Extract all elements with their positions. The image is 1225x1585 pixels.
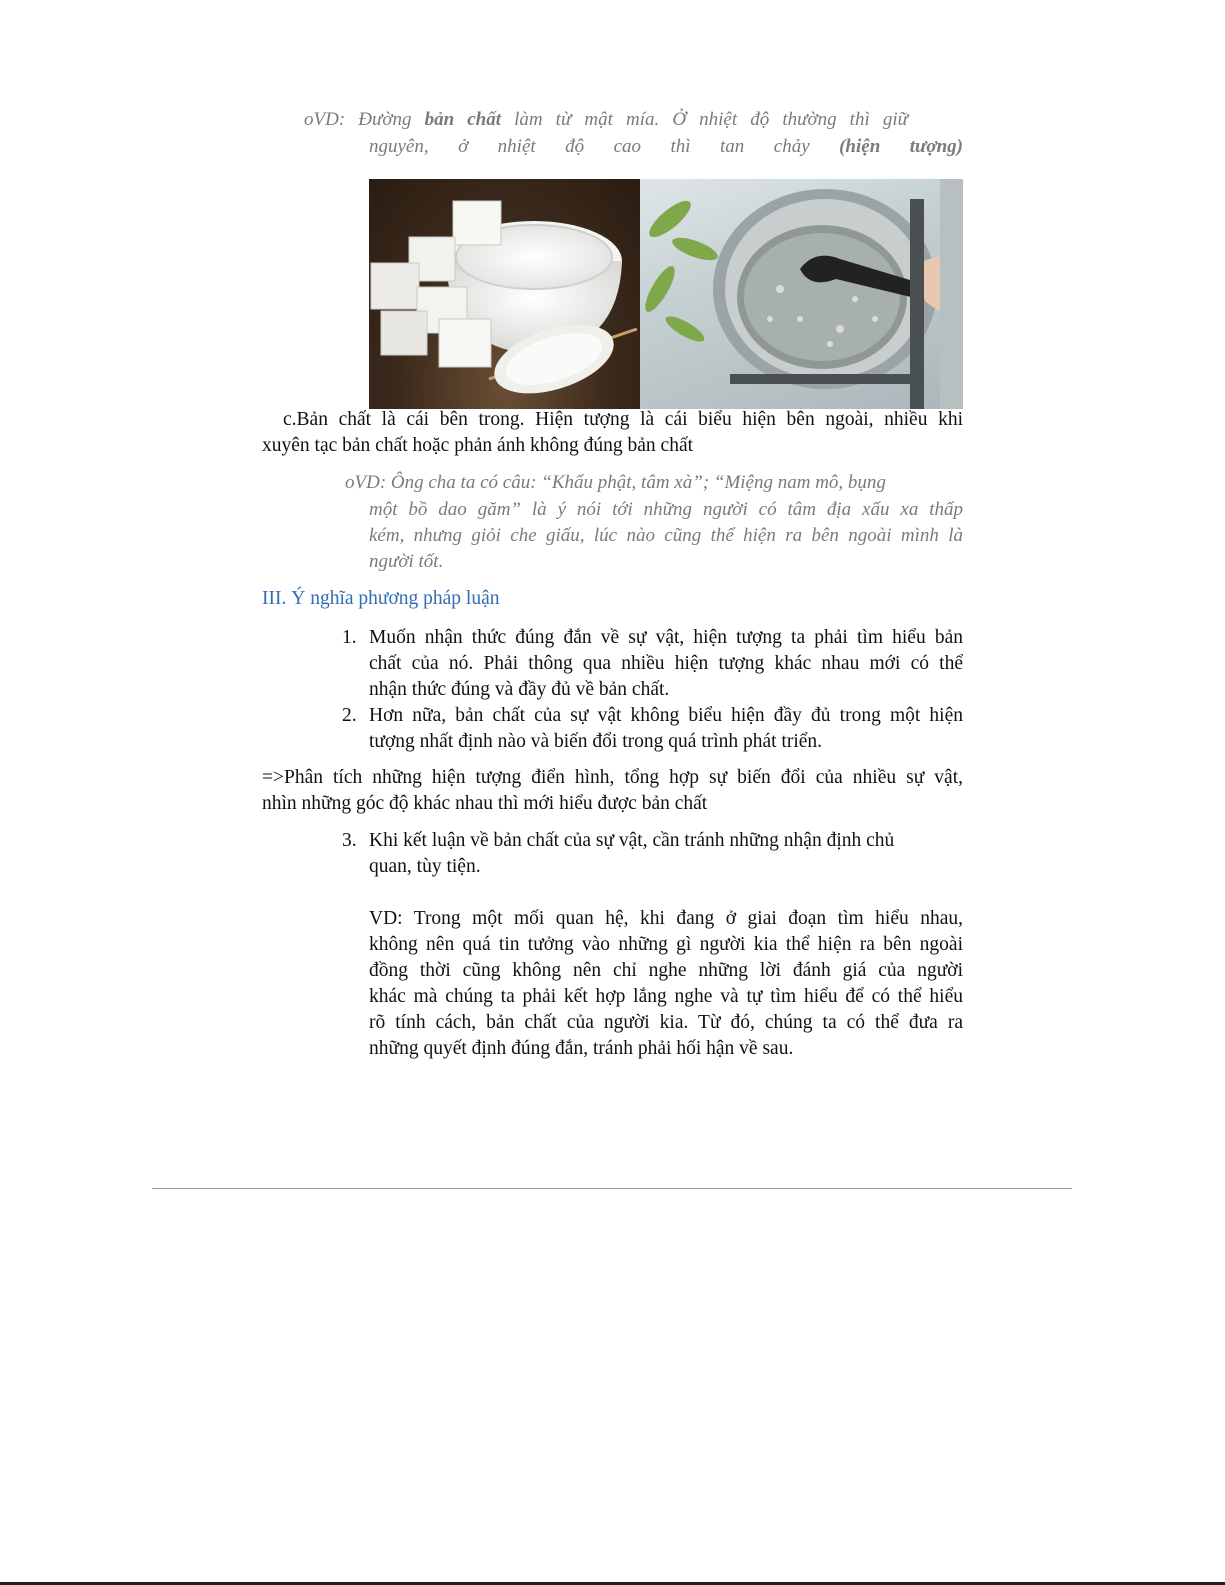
conclusion-line2: nhìn những góc độ khác nhau thì mới hiểu được bản chất [262,793,708,814]
example3-line4: khác mà chúng ta phải kết hợp lắng nghe và tự tìm hiểu để có thể hiểu [369,986,963,1007]
example1-line1-suffix: làm từ mật mía. Ở nhiệt độ thường thì giữ [501,109,908,130]
example1-line1-bold: bản chất [424,109,501,130]
example1-line2 [369,134,963,160]
example3-line6: những quyết định đúng đắn, tránh phải hối hận về sau. [369,1038,794,1059]
page-divider [152,1188,1072,1189]
sugar-cubes-bowl-photo [369,179,640,409]
list-item-2-number: 2. [342,705,357,726]
list-item-3-line1: Khi kết luận về bản chất của sự vật, cần tránh những nhận định chủ [369,830,895,851]
pot-illustration-icon [640,179,963,409]
example1-line2-bold: (hiện tượng) [839,136,963,157]
list-item-1-line1: Muốn nhận thức đúng đắn về sự vật, hiện tượng ta phải tìm hiểu bản [369,627,963,648]
example2-line4: người tốt. [369,551,444,572]
list-item-2-line2: tượng nhất định nào và biến đổi trong quá trình phát triển. [369,731,823,752]
example3-line3: đồng thời cũng không nên chỉ nghe những lời đánh giá của người [369,960,963,981]
example1-line2-text: nguyên, ở nhiệt độ cao thì tan chảy [369,136,840,157]
example3-line2: không nên quá tin tưởng vào những gì người kia thể hiện ra bên ngoài [369,934,963,955]
example3-line1: VD: Trong một mối quan hệ, khi đang ở giai đoạn tìm hiểu nhau, [369,908,963,929]
list-item-1-number: 1. [342,627,357,648]
example2-line3: kém, nhưng giỏi che giấu, lúc nào cũng thể hiện ra bên ngoài mình là [369,525,963,546]
list-item-3-line2: quan, tùy tiện. [369,856,481,877]
list-item-2-line1: Hơn nữa, bản chất của sự vật không biểu hiện đầy đủ trong một hiện [369,705,963,726]
list-item-1-line2: chất của nó. Phải thông qua nhiều hiện tượng khác nhau mới có thể [369,653,963,674]
section-heading: III. Ý nghĩa phương pháp luận [262,588,500,609]
example1-line1-prefix: oVD: Đường [304,109,425,130]
paragraph-c-line1: c.Bản chất là cái bên trong. Hiện tượng là cái biểu hiện bên ngoài, nhiều khi [283,409,963,430]
list-item-1-line3: nhận thức đúng và đầy đủ về bản chất. [369,679,670,700]
paragraph-c-line2: xuyên tạc bản chất hoặc phản ánh không đúng bản chất [262,435,694,456]
list-item-3-number: 3. [342,830,357,851]
melting-sugar-pot-photo [640,179,963,409]
example2-line1: oVD: Ông cha ta có câu: “Khẩu phật, tâm xà”; “Miệng nam mô, bụng [345,472,886,493]
example3-line5: rõ tính cách, bản chất của người kia. Từ đó, chúng ta có thể đưa ra [369,1012,963,1033]
conclusion-line1: =>Phân tích những hiện tượng điển hình, tổng hợp sự biến đổi của nhiều sự vật, [262,767,963,788]
sugar-illustration-icon [369,179,640,409]
example2-line2: một bồ dao găm” là ý nói tới những người có tâm địa xấu xa thấp [369,499,963,520]
example1-line1 [304,107,908,133]
